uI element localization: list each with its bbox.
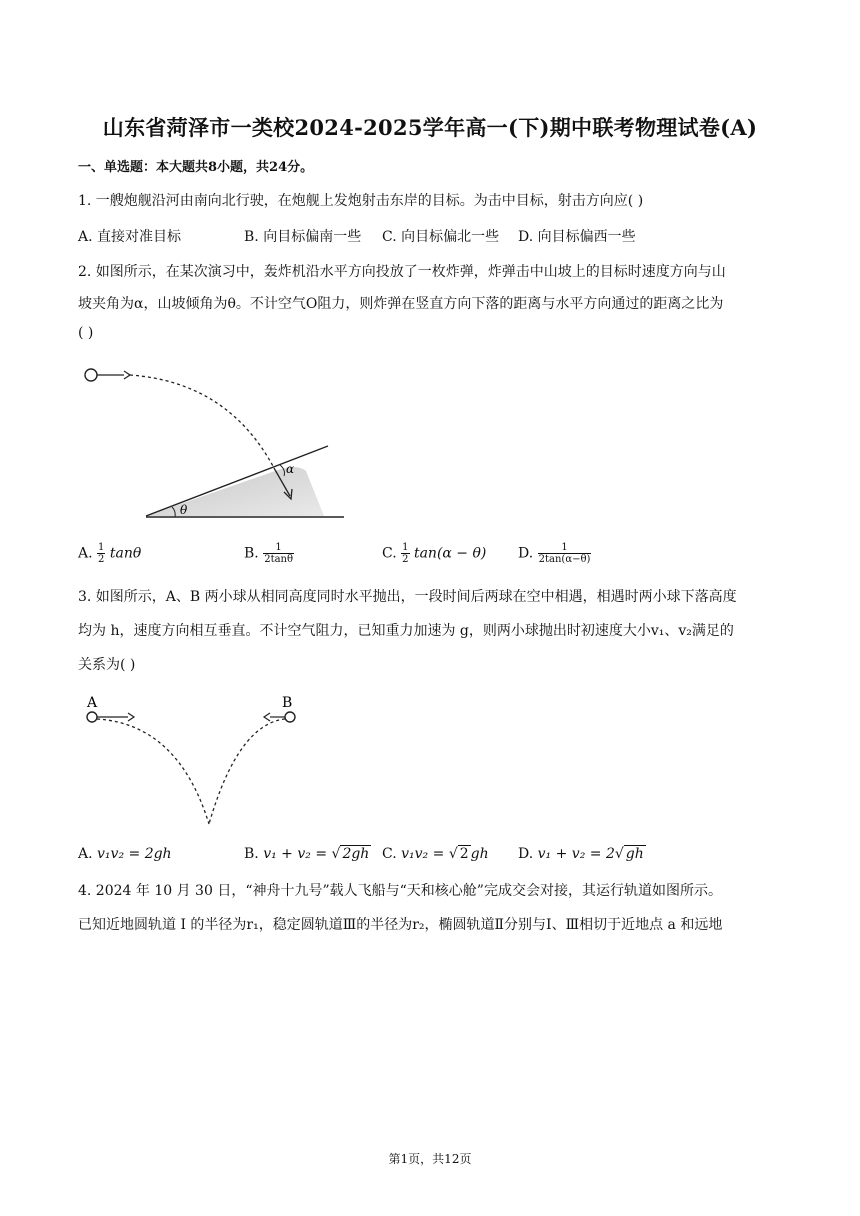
q2-option-a (78, 542, 141, 565)
q3-c-prefix: C. (382, 846, 397, 862)
theta-label: θ (180, 503, 188, 517)
sqrt-symbol: √ (614, 846, 624, 862)
alpha-label: α (286, 462, 295, 476)
q2-c-expression: tan(α − θ) (413, 545, 487, 562)
q1-option-b: B. 向目标偏南一些 (244, 229, 362, 245)
q1-option-c: C. 向目标偏北一些 (382, 229, 500, 245)
q2-option-d (518, 542, 591, 565)
q3-option-c (382, 846, 489, 862)
q2-c-fraction (401, 542, 409, 565)
q2-d-fraction (538, 542, 592, 565)
q3-b-lhs: v₁ + v₂ = (263, 846, 332, 862)
q3-c-radicand: 2 (459, 846, 469, 862)
question-4-line-2: 已知近地圆轨道 I 的半径为r₁，稳定圆轨道Ⅲ的半径为r₂，椭圆轨道Ⅱ分别与Ⅰ、Ⅲ相切于近地点 a 和远地 (78, 917, 723, 933)
hill-shape (146, 467, 324, 516)
trajectory-dashed (130, 375, 274, 468)
question-2-line-1: 2. 如图所示，在某次演习中，轰炸机沿水平方向投放了一枚炸弹，炸弹击中山坡上的目标时速度方向与山 (78, 264, 726, 280)
q3-d-lhs: v₁ + v₂ = 2 (537, 846, 615, 862)
q2-c-prefix: C. (382, 545, 397, 562)
q3-d-radicand: gh (625, 846, 644, 862)
q1-option-d: D. 向目标偏西一些 (518, 229, 636, 245)
bomb-circle (85, 369, 97, 381)
sqrt-symbol: √ (448, 846, 458, 862)
q3-b-radicand: 2gh (342, 846, 370, 862)
ball-b-trajectory (209, 719, 285, 824)
page-title: 山东省菏泽市一类校2024-2025学年高一(下)期中联考物理试卷(A) (102, 115, 758, 140)
ball-b-label: B (282, 695, 293, 711)
q2-b-numerator: 1 (263, 542, 294, 554)
q2-a-prefix: A. (78, 545, 93, 562)
ball-a-trajectory (97, 719, 209, 824)
bomb-slope-figure (78, 356, 358, 526)
ball-a-label: A (87, 695, 98, 711)
ball-b (285, 712, 295, 722)
q2-c-numerator: 1 (402, 542, 409, 553)
q1-option-a: A. 直接对准目标 (78, 229, 182, 245)
q2-a-expression: tanθ (109, 545, 142, 562)
q2-d-denominator: 2tan(α−θ) (538, 554, 591, 565)
q3-c-lhs: v₁v₂ = (401, 846, 449, 862)
q3-option-a (78, 846, 172, 862)
q2-option-c (382, 542, 486, 565)
question-2-line-2: 坡夹角为α，山坡倾角为θ。不计空气O阻力，则炸弹在竖直方向下落的距离与水平方向通过的距离之比为 (78, 296, 724, 312)
q3-option-b (244, 846, 371, 862)
q2-d-prefix: D. (518, 545, 534, 562)
q2-b-denominator: 2tanθ (264, 554, 294, 565)
question-3-line-1: 3. 如图所示，A、B 两小球从相同高度同时水平抛出，一段时间后两球在空中相遇，相遇时两小球下落高度 (78, 589, 737, 605)
question-1-text: 1. 一艘炮舰沿河由南向北行驶，在炮舰上发炮射击东岸的目标。为击中目标，射击方向应( ) (78, 193, 644, 209)
question-4-line-1: 4. 2024 年 10 月 30 日，“神舟十九号”载人飞船与“天和核心舱”完成交会对接，其运行轨道如图所示。 (78, 883, 722, 899)
q2-b-prefix: B. (244, 545, 259, 562)
ball-a-velocity-head (128, 713, 134, 721)
q3-option-d (518, 846, 646, 862)
ball-a (87, 712, 97, 722)
q2-a-denominator: 2 (98, 554, 105, 565)
q3-a-expression: v₁v₂ = 2gh (97, 846, 172, 862)
q3-c-rest: gh (470, 846, 489, 862)
q2-a-numerator: 1 (98, 542, 105, 553)
q2-d-numerator: 1 (538, 542, 592, 554)
two-balls-figure (78, 688, 318, 833)
q3-b-prefix: B. (244, 846, 259, 862)
q3-d-prefix: D. (518, 846, 534, 862)
sqrt-symbol: √ (331, 846, 341, 862)
q3-a-prefix: A. (78, 846, 93, 862)
question-3-line-3: 关系为( ) (78, 657, 136, 673)
q2-b-fraction (263, 542, 294, 565)
page-footer: 第1页，共12页 (388, 1152, 472, 1166)
section-heading: 一、单选题：本大题共8小题，共24分。 (78, 160, 314, 175)
q2-c-denominator: 2 (402, 554, 409, 565)
velocity-arrow-head (124, 371, 130, 379)
question-2-line-3: ( ) (78, 325, 94, 341)
q2-option-b (244, 542, 294, 565)
q2-a-fraction (97, 542, 105, 565)
ball-b-velocity-head (264, 713, 270, 721)
question-3-line-2: 均为 h，速度方向相互垂直。不计空气阻力，已知重力加速为 g，则两小球抛出时初速度大小v₁、v₂满足的 (78, 623, 734, 639)
